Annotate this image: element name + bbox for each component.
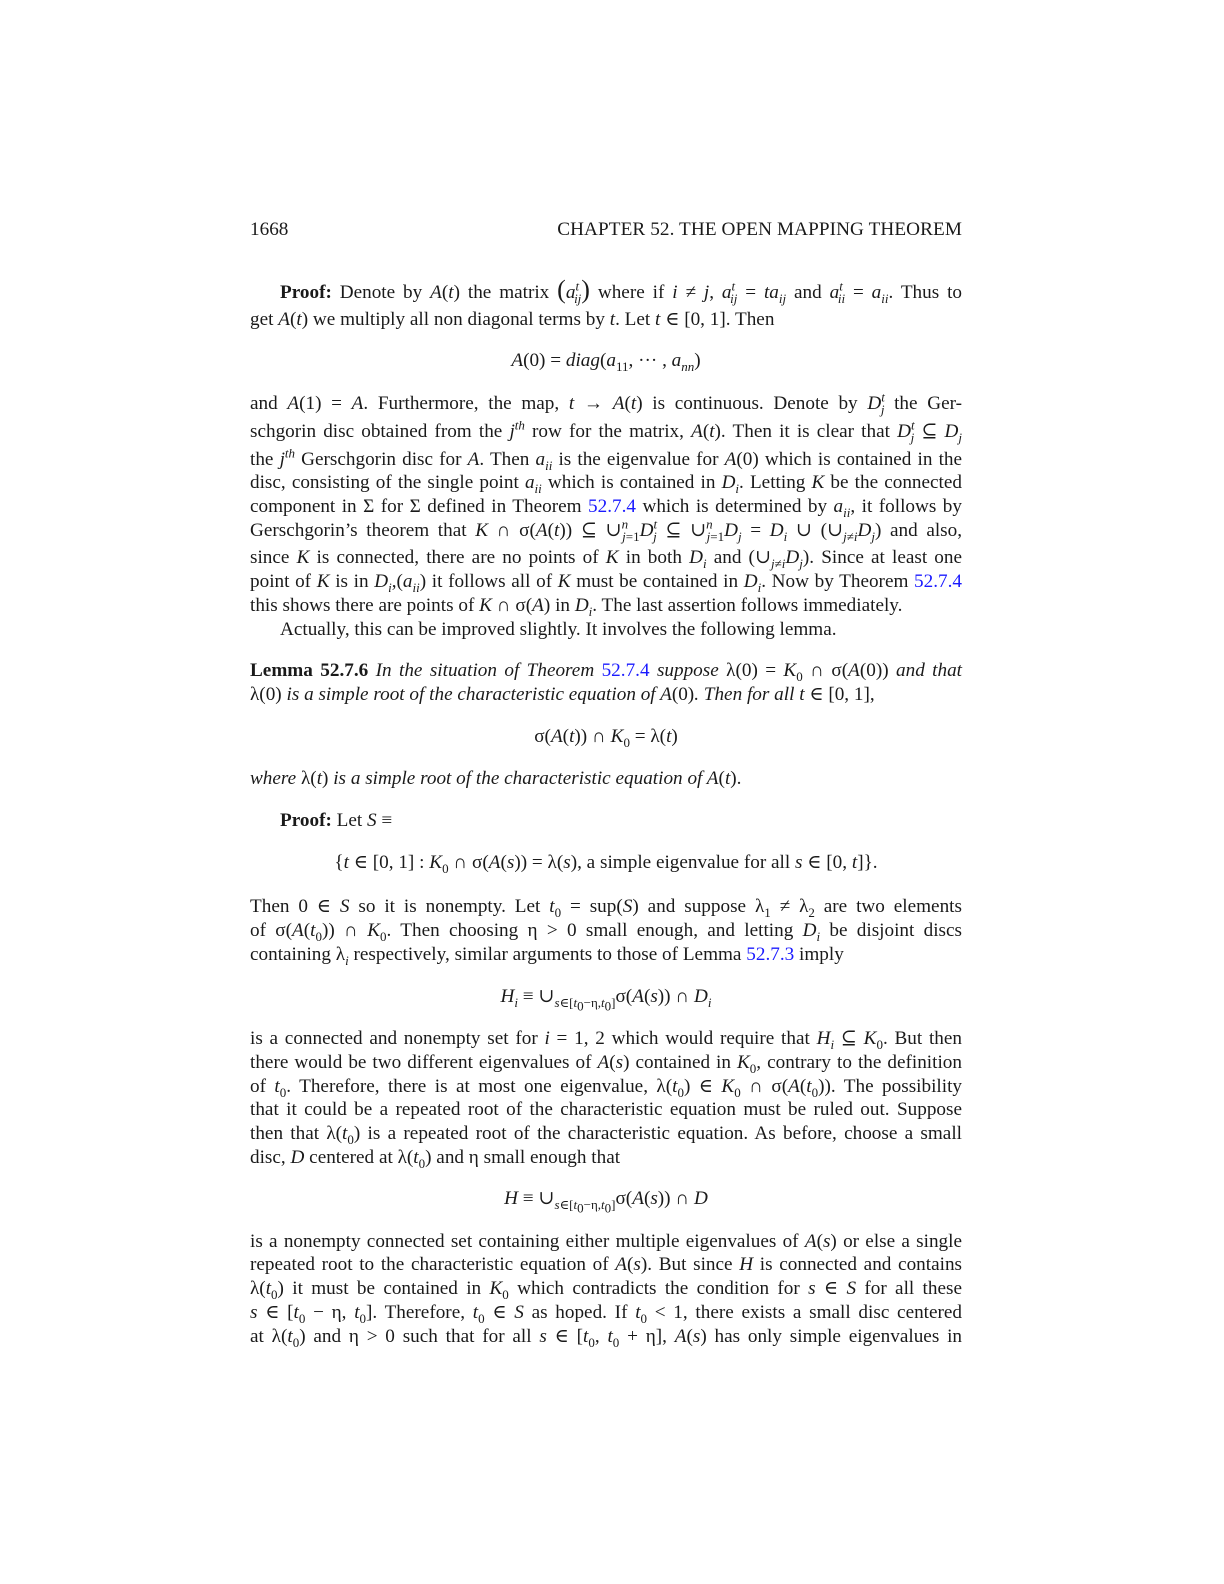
display-equation: $H \equiv \cup_{s\in[t_0-\eta,t_0]}\sigma(A(s))$ ∩ D bbox=[504, 1188, 708, 1216]
text-line: Actually, this can be improved slightly. It involves the following lemma. bbox=[280, 619, 837, 640]
theorem-link[interactable]: 52.7.4 bbox=[588, 496, 636, 517]
page-number: 1668 bbox=[250, 219, 289, 240]
text-line: that it could be a repeated root of the characteristic equation must be ruled out. Suppose bbox=[250, 1099, 962, 1120]
text-line: $\lambda(t_0)$ it must be contained in $K_0$ which contradicts the condition for s ∈ S for all these bbox=[250, 1278, 962, 1302]
text-line: Proof: Let S ≡ bbox=[280, 810, 393, 831]
text-line: point of K is in $D_i,(a_{ii})$ it follows all of K must be contained in $D_i$. Now by Theorem 52.7.4 bbox=[250, 571, 962, 595]
text-line: since K is connected, there are no points of K in both $D_i$ and $(\cup_{j\ne i}D_j)$. Since at least one bbox=[250, 547, 963, 571]
display-equation: σ(A(t)) ∩ $K_0 = \lambda(t)$ bbox=[534, 726, 678, 750]
proof-label: Proof: bbox=[280, 810, 332, 831]
text-line: there would be two different eigenvalues of A(s) contained in $K_0$, contrary to the definition bbox=[250, 1052, 962, 1076]
text-line: and A(1) = A. Furthermore, the map, t → A(t) is continuous. Denote by $D^t_j$ the Ger- bbox=[250, 389, 962, 417]
text-line: component in Σ for Σ defined in Theorem 52.7.4 which is determined by $a_{ii}$, it follows by bbox=[250, 496, 962, 520]
lemma-label: Lemma 52.7.6 bbox=[250, 660, 369, 681]
text-line: schgorin disc obtained from the $j^{th}$ row for the matrix, A(t). Then it is clear that $D^t_j$ ⊆ $D_j$ bbox=[250, 417, 963, 445]
text-line: Proof: Denote by A(t) the matrix $(a^t_{ij})$ where if i ≠ j, $a^t_{ij} = ta_{ij}$ and $a^t_{ii} = a_{ii}$. Thus to bbox=[280, 275, 963, 306]
text-line: disc, D centered at $\lambda(t_0)$ and η small enough that bbox=[250, 1147, 621, 1171]
lemma-statement: λ(0) is a simple root of the characteristic equation of A(0). Then for all t ∈ [0, 1], bbox=[250, 684, 875, 705]
display-equation: $A(0) = diag(a_{11}$, ··· , $a_{nn}$) bbox=[511, 350, 701, 374]
display-equation: $H_i$ ≡ $\cup_{s\in[t_0-\eta,t_0]}\sigma(A(s))$ ∩ $D_i$ bbox=[500, 986, 712, 1014]
text-line: is a nonempty connected set containing either multiple eigenvalues of A(s) or else a single bbox=[250, 1231, 962, 1252]
lemma-statement: Lemma 52.7.6 In the situation of Theorem 52.7.4 suppose $\lambda(0) = K_0$ ∩ σ(A(0)) and that bbox=[250, 660, 963, 684]
theorem-link[interactable]: 52.7.4 bbox=[914, 571, 962, 592]
lemma-link[interactable]: 52.7.3 bbox=[746, 944, 795, 965]
proof-label: Proof: bbox=[280, 282, 332, 303]
text-line: the $j^{th}$ Gerschgorin disc for A. Then $a_{ii}$ is the eigenvalue for A(0) which is contained in the bbox=[250, 445, 963, 473]
document-page bbox=[250, 0, 962, 1584]
text-line: Then 0 ∈ S so it is nonempty. Let $t_0 = sup(S)$ and suppose $\lambda_1 \ne \lambda_2$ are two elements bbox=[250, 896, 962, 920]
theorem-link[interactable]: 52.7.4 bbox=[601, 660, 650, 681]
text-line: Gerschgorin’s theorem that K ∩ σ(A(t)) ⊆ $\cup^n_{j=1}D^t_j$ ⊆ $\cup^n_{j=1}D_j = D_i$ ∪ $(\cup_{j\ne i}D_j)$ and also, bbox=[250, 516, 963, 544]
text-line: this shows there are points of K ∩ σ(A) in $D_i$. The last assertion follows immediately. bbox=[250, 595, 903, 619]
text-line: is a connected and nonempty set for i = 1, 2 which would require that $H_i$ ⊆ $K_0$. But then bbox=[250, 1028, 963, 1052]
display-equation: {t ∈ [0, 1] : $K_0$ ∩ σ(A(s)) = λ(s), a simple eigenvalue for all s ∈ [0, t]}. bbox=[334, 852, 878, 876]
lemma-statement: where λ(t) is a simple root of the characteristic equation of A(t). bbox=[250, 768, 742, 789]
chapter-title: CHAPTER 52. THE OPEN MAPPING THEOREM bbox=[557, 219, 962, 240]
text-line: disc, consisting of the single point $a_{ii}$ which is contained in $D_i$. Letting K be the connected bbox=[250, 472, 962, 496]
text-line: get A(t) we multiply all non diagonal terms by t. Let t ∈ [0, 1]. Then bbox=[250, 309, 775, 330]
text-line: s ∈ [$t_0 - \eta$, $t_0$]. Therefore, $t_0$ ∈ S as hoped. If $t_0 < 1$, there exists a small disc centered bbox=[250, 1302, 963, 1326]
text-line: of $t_0$. Therefore, there is at most one eigenvalue, $\lambda(t_0)$ ∈ $K_0$ ∩ $\sigma(A(t_0))$. The possibility bbox=[250, 1076, 963, 1100]
text-line: repeated root to the characteristic equation of A(s). But since H is connected and contains bbox=[250, 1254, 963, 1275]
text-line: at $\lambda(t_0)$ and η > 0 such that for all s ∈ [$t_0$, $t_0 + \eta$], A(s) has only simple eigenvalues in bbox=[250, 1326, 963, 1350]
text-line: containing $\lambda_i$ respectively, similar arguments to those of Lemma 52.7.3 imply bbox=[250, 944, 844, 968]
text-line: then that $\lambda(t_0)$ is a repeated root of the characteristic equation. As before, choose a small bbox=[250, 1123, 962, 1147]
page-header bbox=[250, 219, 962, 241]
text-line: of $\sigma(A(t_0))$ ∩ $K_0$. Then choosing η > 0 small enough, and letting $D_i$ be disjoint discs bbox=[250, 920, 962, 944]
